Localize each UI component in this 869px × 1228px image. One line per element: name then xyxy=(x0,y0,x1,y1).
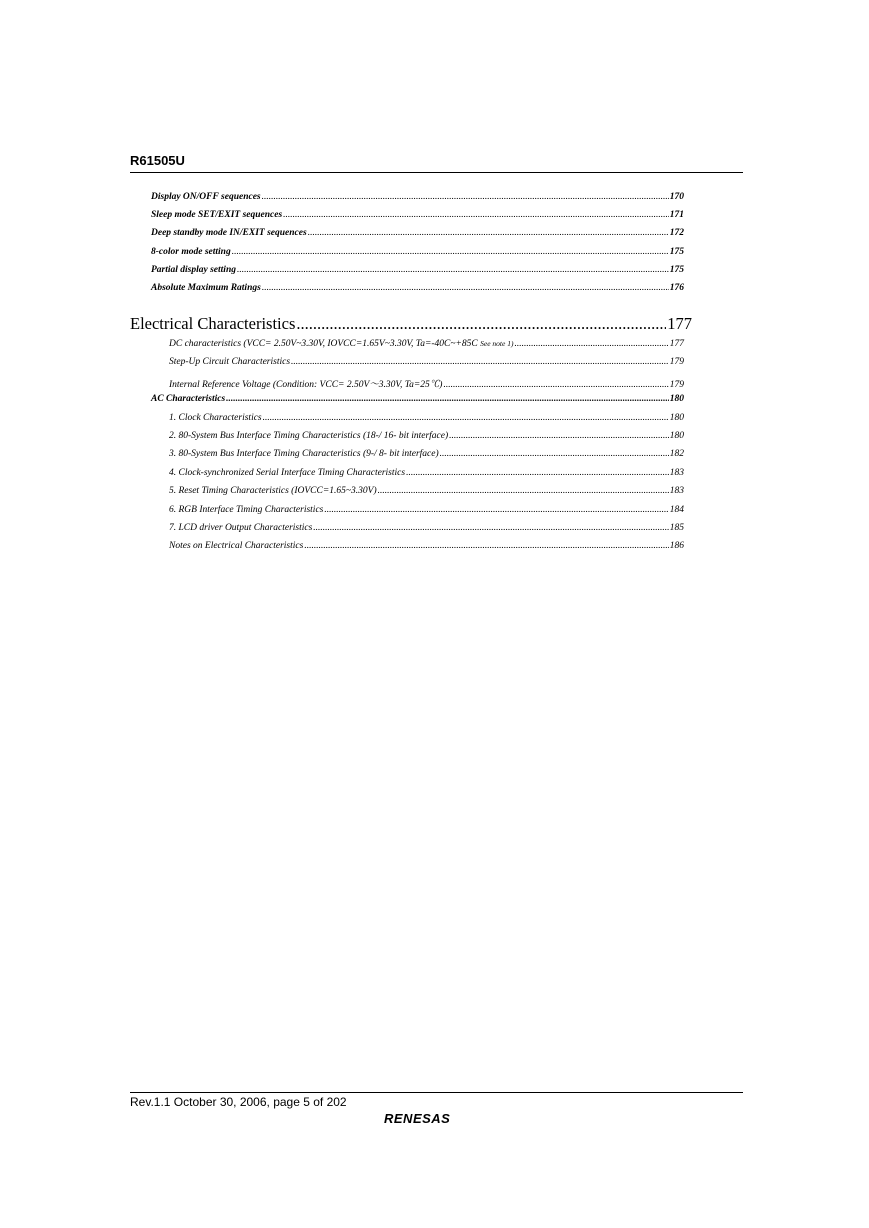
document-header-title: R61505U xyxy=(130,153,185,168)
toc-leader-dots xyxy=(443,380,668,390)
toc-entry[interactable] xyxy=(169,523,684,533)
toc-entry[interactable] xyxy=(169,413,684,423)
toc-entry[interactable] xyxy=(169,357,684,367)
toc-entry-label: 4. Clock-synchronized Serial Interface Timing Characteristics xyxy=(169,468,406,478)
toc-leader-dots xyxy=(514,339,668,349)
toc-entry-label: AC Characteristics xyxy=(151,394,226,404)
toc-entry-label: Deep standby mode IN/EXIT sequences xyxy=(151,228,307,238)
toc-entry[interactable] xyxy=(169,505,684,515)
toc-leader-dots xyxy=(406,468,669,478)
toc-entry-page: 176 xyxy=(669,283,684,293)
toc-entry-page: 186 xyxy=(669,541,684,551)
toc-entry-page: 183 xyxy=(669,468,684,478)
toc-entry-label: Internal Reference Voltage (Condition: VCC= 2.50V～3.30V, Ta=25℃) xyxy=(169,380,443,390)
toc-chapter-page: 177 xyxy=(667,314,692,333)
toc-entry-label: 1. Clock Characteristics xyxy=(169,413,262,423)
toc-entry-page: 182 xyxy=(669,449,684,459)
toc-leader-dots xyxy=(324,505,668,515)
toc-entry[interactable] xyxy=(169,339,684,349)
toc-entry-page: 177 xyxy=(669,339,684,349)
toc-entry-page: 172 xyxy=(669,228,684,238)
toc-entry-label: Sleep mode SET/EXIT sequences xyxy=(151,210,283,220)
toc-leader-dots xyxy=(296,314,666,334)
toc-entry-label: Absolute Maximum Ratings xyxy=(151,283,261,293)
toc-leader-dots xyxy=(313,523,668,533)
toc-entry-page: 180 xyxy=(669,413,684,423)
toc-leader-dots xyxy=(262,283,669,293)
toc-entry-page: 179 xyxy=(669,357,684,367)
toc-entry-page: 180 xyxy=(669,394,684,404)
toc-leader-dots xyxy=(237,265,669,275)
toc-leader-dots xyxy=(263,413,669,423)
toc-leader-dots xyxy=(232,247,669,257)
toc-entry-label: 8-color mode setting xyxy=(151,247,231,257)
toc-entry[interactable] xyxy=(169,431,684,441)
footer-revision: Rev.1.1 October 30, 2006, page 5 of 202 xyxy=(130,1095,347,1109)
toc-leader-dots xyxy=(308,228,669,238)
toc-entry-label: 5. Reset Timing Characteristics (IOVCC=1.65~3.30V) xyxy=(169,486,377,496)
toc-chapter-label: Electrical Characteristics xyxy=(130,314,296,333)
dc-characteristics-label: DC characteristics (VCC= 2.50V~3.30V, IOVCC=1.65V~3.30V, Ta=-40C~+85C xyxy=(169,339,478,349)
toc-entry-label: 7. LCD driver Output Characteristics xyxy=(169,523,313,533)
toc-entry-page: 175 xyxy=(669,247,684,257)
toc-leader-dots xyxy=(449,431,669,441)
toc-entry-label: Step-Up Circuit Characteristics xyxy=(169,357,291,367)
toc-entry-label: 2. 80-System Bus Interface Timing Characteristics (18-/ 16- bit interface) xyxy=(169,431,449,441)
toc-entry-page: 185 xyxy=(669,523,684,533)
toc-entry-page: 183 xyxy=(669,486,684,496)
toc-entry[interactable] xyxy=(151,192,684,202)
toc-entry[interactable] xyxy=(169,376,684,390)
toc-entry[interactable] xyxy=(151,265,684,275)
toc-leader-dots xyxy=(440,449,669,459)
toc-chapter-entry[interactable] xyxy=(130,314,692,334)
toc-entry-label: Partial display setting xyxy=(151,265,236,275)
toc-entry[interactable] xyxy=(151,394,684,404)
toc-entry[interactable] xyxy=(169,541,684,551)
renesas-logo: RENESAS xyxy=(384,1111,451,1126)
toc-entry-page: 184 xyxy=(669,505,684,515)
toc-leader-dots xyxy=(226,394,669,404)
toc-entry[interactable] xyxy=(151,228,684,238)
toc-entry-label: Notes on Electrical Characteristics xyxy=(169,541,304,551)
toc-entry-page: 170 xyxy=(669,192,684,202)
toc-entry-page: 171 xyxy=(669,210,684,220)
toc-entry-label xyxy=(169,339,513,349)
toc-entry-label: Display ON/OFF sequences xyxy=(151,192,261,202)
toc-entry[interactable] xyxy=(169,486,684,496)
dc-characteristics-note: See note 1) xyxy=(480,339,514,348)
toc-leader-dots xyxy=(304,541,668,551)
toc-entry-label: 3. 80-System Bus Interface Timing Characteristics (9-/ 8- bit interface) xyxy=(169,449,439,459)
toc-leader-dots xyxy=(283,210,669,220)
toc-entry-page: 180 xyxy=(669,431,684,441)
toc-entry-page: 179 xyxy=(669,380,684,390)
header-rule xyxy=(130,172,743,173)
toc-entry[interactable] xyxy=(169,468,684,478)
toc-entry[interactable] xyxy=(151,283,684,293)
toc-entry[interactable] xyxy=(169,449,684,459)
toc-leader-dots xyxy=(378,486,669,496)
toc-leader-dots xyxy=(291,357,669,367)
toc-entry-page: 175 xyxy=(669,265,684,275)
toc-leader-dots xyxy=(262,192,669,202)
toc-entry[interactable] xyxy=(151,210,684,220)
toc-entry-label: 6. RGB Interface Timing Characteristics xyxy=(169,505,324,515)
toc-entry[interactable] xyxy=(151,247,684,257)
footer-rule xyxy=(130,1092,743,1093)
